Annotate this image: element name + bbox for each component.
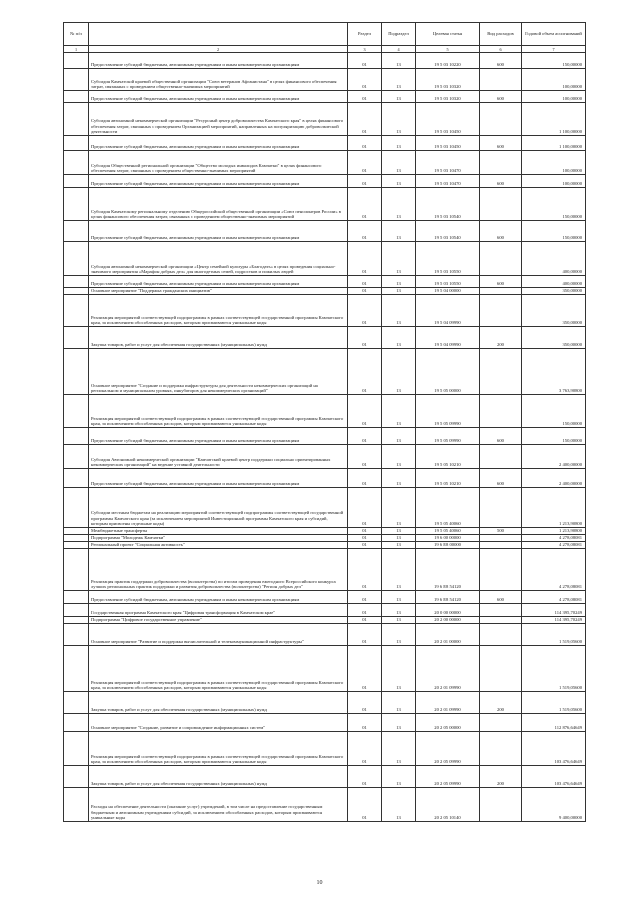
table-row: [64, 295, 586, 327]
index-cell: 4: [382, 46, 416, 53]
row-expense-type-cell: [480, 349, 522, 395]
index-cell: 2: [89, 46, 348, 53]
row-target-article-cell: 20 2 01 09990: [416, 692, 480, 714]
row-section-cell: 01: [348, 732, 382, 766]
row-section-cell: 01: [348, 488, 382, 528]
row-name-cell: Субсидии местным бюджетам на реализацию мероприятий соответствующей подпрограммы соответствующей государственной программы Камчатского края (за исключением мероприятий Инвестиционной программы Камчатского края и субсидий, которым присвоены отдельные коды): [89, 488, 348, 528]
row-section-cell: 01: [348, 349, 382, 395]
row-number-cell: [64, 445, 89, 469]
row-amount-cell: 2 400,00000: [522, 469, 586, 488]
row-name-cell: Закупка товаров, работ и услуг для обеспечения государственных (муниципальных) нужд: [89, 766, 348, 788]
row-subsection-cell: 13: [382, 604, 416, 617]
row-number-cell: [64, 646, 89, 692]
row-name-cell: Субсидия Камчатской краевой общественной организации "Союз ветеранов Афганистана" в целях финансового обеспечения затрат, связанных с проведением общественно-значимых мероприятий: [89, 69, 348, 91]
row-subsection-cell: 13: [382, 591, 416, 604]
row-name-cell: Реализация мероприятий соответствующей подпрограммы в рамках соответствующей государственной программы Камчатского края, за исключением обособленных расходов, которым присваиваются уникальные коды: [89, 646, 348, 692]
row-number-cell: [64, 535, 89, 542]
index-cell: 3: [348, 46, 382, 53]
row-number-cell: [64, 188, 89, 221]
row-target-article-cell: 20 2 05 00000: [416, 714, 480, 732]
row-amount-cell: 150,00000: [522, 395, 586, 428]
row-subsection-cell: 13: [382, 732, 416, 766]
row-name-cell: Региональный проект "Социальная активность": [89, 542, 348, 549]
row-name-cell: Закупка товаров, работ и услуг для обеспечения государственных (муниципальных) нужд: [89, 327, 348, 349]
table-row: [64, 788, 586, 822]
table-row: [64, 91, 586, 103]
row-section-cell: 01: [348, 288, 382, 295]
table-row: [64, 528, 586, 535]
row-number-cell: [64, 428, 89, 445]
row-amount-cell: 350,00000: [522, 288, 586, 295]
header-name: [89, 23, 348, 46]
row-number-cell: [64, 349, 89, 395]
table-header-row: [64, 23, 586, 46]
row-name-cell: Предоставление субсидий бюджетным, автономным учреждениям и иным некоммерческим организациям: [89, 175, 348, 188]
row-subsection-cell: 13: [382, 69, 416, 91]
row-amount-cell: 350,00000: [522, 295, 586, 327]
table-row: [64, 69, 586, 91]
row-expense-type-cell: 200: [480, 327, 522, 349]
row-expense-type-cell: [480, 151, 522, 175]
row-section-cell: 01: [348, 617, 382, 624]
row-section-cell: 01: [348, 591, 382, 604]
row-name-cell: Предоставление субсидий бюджетным, автономным учреждениям и иным некоммерческим организациям: [89, 276, 348, 288]
row-name-cell: Подпрограмма "Молодежь Камчатки": [89, 535, 348, 542]
table-row: [64, 395, 586, 428]
row-amount-cell: 150,00000: [522, 428, 586, 445]
table-row: [64, 535, 586, 542]
table-row: [64, 175, 586, 188]
row-target-article-cell: 20 2 05 09990: [416, 766, 480, 788]
row-subsection-cell: 13: [382, 151, 416, 175]
index-cell: 6: [480, 46, 522, 53]
row-section-cell: 01: [348, 175, 382, 188]
row-section-cell: 01: [348, 53, 382, 69]
row-expense-type-cell: [480, 732, 522, 766]
row-section-cell: 01: [348, 151, 382, 175]
row-expense-type-cell: 200: [480, 766, 522, 788]
row-name-cell: Межбюджетные трансферты: [89, 528, 348, 535]
table-row: [64, 288, 586, 295]
row-subsection-cell: 13: [382, 624, 416, 646]
row-subsection-cell: 13: [382, 188, 416, 221]
row-section-cell: 01: [348, 103, 382, 136]
table-row: [64, 221, 586, 242]
row-number-cell: [64, 766, 89, 788]
row-section-cell: 01: [348, 788, 382, 822]
row-section-cell: 01: [348, 69, 382, 91]
row-amount-cell: 4 278,08081: [522, 591, 586, 604]
table-row: [64, 428, 586, 445]
row-name-cell: Основное мероприятие "Создание и поддержка инфраструктуры для деятельности некоммерческих организаций на региональном и муниципальном уровнях, инкубаторов для некоммерческих организаций": [89, 349, 348, 395]
row-expense-type-cell: 500: [480, 528, 522, 535]
row-target-article-cell: 19 5 05 00000: [416, 349, 480, 395]
row-name-cell: Предоставление субсидий бюджетным, автономным учреждениям и иным некоммерческим организациям: [89, 221, 348, 242]
row-section-cell: 01: [348, 692, 382, 714]
row-expense-type-cell: 600: [480, 53, 522, 69]
row-target-article-cell: 19 5 05 40060: [416, 488, 480, 528]
row-name-cell: Предоставление субсидий бюджетным, автономным учреждениям и иным некоммерческим организациям: [89, 428, 348, 445]
row-name-cell: Предоставление субсидий бюджетным, автономным учреждениям и иным некоммерческим организациям: [89, 53, 348, 69]
row-number-cell: [64, 692, 89, 714]
row-amount-cell: 1 519,05600: [522, 646, 586, 692]
table-row: [64, 732, 586, 766]
row-name-cell: Основное мероприятие "Развитие и поддержка вычислительной и телекоммуникационной инфраструктуры": [89, 624, 348, 646]
row-target-article-cell: 19 5 03 10470: [416, 175, 480, 188]
table-row: [64, 53, 586, 69]
row-amount-cell: 103 476,64649: [522, 732, 586, 766]
row-number-cell: [64, 295, 89, 327]
row-number-cell: [64, 276, 89, 288]
row-section-cell: 01: [348, 528, 382, 535]
row-expense-type-cell: [480, 103, 522, 136]
row-subsection-cell: 13: [382, 488, 416, 528]
row-target-article-cell: 20 0 00 00000: [416, 604, 480, 617]
row-target-article-cell: 19 5 03 10540: [416, 188, 480, 221]
row-subsection-cell: 13: [382, 295, 416, 327]
row-number-cell: [64, 617, 89, 624]
table-row: [64, 542, 586, 549]
table-row: [64, 549, 586, 591]
row-amount-cell: 150,00000: [522, 188, 586, 221]
row-section-cell: 01: [348, 428, 382, 445]
row-amount-cell: 350,00000: [522, 327, 586, 349]
row-subsection-cell: 13: [382, 542, 416, 549]
row-subsection-cell: 13: [382, 103, 416, 136]
row-number-cell: [64, 53, 89, 69]
row-target-article-cell: 19 5 04 09990: [416, 295, 480, 327]
table-row: [64, 646, 586, 692]
page-number: 10: [316, 880, 323, 886]
row-number-cell: [64, 327, 89, 349]
row-subsection-cell: 13: [382, 428, 416, 445]
row-expense-type-cell: [480, 624, 522, 646]
row-number-cell: [64, 604, 89, 617]
table-row: [64, 242, 586, 276]
row-subsection-cell: 13: [382, 535, 416, 542]
row-section-cell: 01: [348, 445, 382, 469]
row-amount-cell: 9 400,00000: [522, 788, 586, 822]
row-subsection-cell: 13: [382, 549, 416, 591]
row-section-cell: 01: [348, 542, 382, 549]
table-row: [64, 617, 586, 624]
row-target-article-cell: 19 5 05 09990: [416, 395, 480, 428]
row-target-article-cell: 20 2 01 09990: [416, 646, 480, 692]
row-name-cell: Предоставление субсидий бюджетным, автономным учреждениям и иным некоммерческим организациям: [89, 469, 348, 488]
row-expense-type-cell: [480, 646, 522, 692]
table-row: [64, 692, 586, 714]
row-section-cell: 01: [348, 624, 382, 646]
row-number-cell: [64, 469, 89, 488]
table-row: [64, 488, 586, 528]
row-subsection-cell: 13: [382, 136, 416, 151]
row-amount-cell: 1 100,00000: [522, 103, 586, 136]
row-subsection-cell: 13: [382, 788, 416, 822]
row-number-cell: [64, 221, 89, 242]
row-amount-cell: 112 876,64649: [522, 714, 586, 732]
row-subsection-cell: 13: [382, 395, 416, 428]
row-expense-type-cell: 600: [480, 221, 522, 242]
row-section-cell: 01: [348, 535, 382, 542]
row-expense-type-cell: [480, 535, 522, 542]
row-name-cell: Основное мероприятие "Создание, развитие и сопровождение информационных систем": [89, 714, 348, 732]
row-expense-type-cell: [480, 288, 522, 295]
row-section-cell: 01: [348, 276, 382, 288]
row-name-cell: Субсидия Автономной некоммерческой организации "Камчатский краевой центр поддержки социально ориентированных некоммерческих организаций" на ведение уставной деятельности: [89, 445, 348, 469]
row-number-cell: [64, 288, 89, 295]
table-row: [64, 276, 586, 288]
row-expense-type-cell: [480, 188, 522, 221]
row-target-article-cell: 19 5 03 10540: [416, 221, 480, 242]
row-expense-type-cell: 600: [480, 428, 522, 445]
row-target-article-cell: 19 6 E8 00000: [416, 542, 480, 549]
row-amount-cell: 100,00000: [522, 175, 586, 188]
row-section-cell: 01: [348, 646, 382, 692]
row-amount-cell: 3 763,90800: [522, 349, 586, 395]
row-subsection-cell: 13: [382, 53, 416, 69]
header-section: Раздел: [348, 23, 382, 46]
row-expense-type-cell: [480, 714, 522, 732]
row-number-cell: [64, 175, 89, 188]
row-amount-cell: 2 400,00000: [522, 445, 586, 469]
row-number-cell: [64, 488, 89, 528]
row-section-cell: 01: [348, 188, 382, 221]
row-expense-type-cell: [480, 542, 522, 549]
row-name-cell: Предоставление субсидий бюджетным, автономным учреждениям и иным некоммерческим организациям: [89, 591, 348, 604]
row-subsection-cell: 13: [382, 327, 416, 349]
row-name-cell: Предоставление субсидий бюджетным, автономным учреждениям и иным некоммерческим организациям: [89, 136, 348, 151]
row-subsection-cell: 13: [382, 528, 416, 535]
table-body: [64, 53, 586, 822]
table-row: [64, 349, 586, 395]
row-target-article-cell: 19 5 05 10210: [416, 445, 480, 469]
row-section-cell: 01: [348, 136, 382, 151]
row-expense-type-cell: [480, 788, 522, 822]
row-amount-cell: 100,00000: [522, 69, 586, 91]
row-number-cell: [64, 528, 89, 535]
row-target-article-cell: 19 5 04 00000: [416, 288, 480, 295]
row-number-cell: [64, 395, 89, 428]
row-target-article-cell: 19 5 05 09990: [416, 428, 480, 445]
row-target-article-cell: 19 5 05 10210: [416, 469, 480, 488]
row-number-cell: [64, 103, 89, 136]
table-row: [64, 103, 586, 136]
row-subsection-cell: 13: [382, 617, 416, 624]
row-expense-type-cell: [480, 549, 522, 591]
row-amount-cell: 400,00000: [522, 276, 586, 288]
row-subsection-cell: 13: [382, 175, 416, 188]
table-row: [64, 327, 586, 349]
row-section-cell: 01: [348, 766, 382, 788]
row-target-article-cell: 19 6 E8 54120: [416, 549, 480, 591]
row-expense-type-cell: 600: [480, 175, 522, 188]
row-target-article-cell: 19 5 05 40060: [416, 528, 480, 535]
row-target-article-cell: 20 2 05 10140: [416, 788, 480, 822]
row-subsection-cell: 13: [382, 646, 416, 692]
table-row: [64, 591, 586, 604]
row-number-cell: [64, 788, 89, 822]
row-amount-cell: 114 395,70249: [522, 604, 586, 617]
row-expense-type-cell: 200: [480, 692, 522, 714]
row-expense-type-cell: 600: [480, 276, 522, 288]
row-amount-cell: 4 278,08081: [522, 542, 586, 549]
row-target-article-cell: 19 5 03 10470: [416, 151, 480, 175]
row-name-cell: Подпрограмма "Цифровое государственное управление": [89, 617, 348, 624]
header-subsection: Подраздел: [382, 23, 416, 46]
row-name-cell: Реализация практик поддержки добровольчества (волонтерства) по итогам проведения ежегодного Всероссийского конкурса лучших региональных практик поддержки и развития добровольчества (волонтерства) "Регион добрых дел": [89, 549, 348, 591]
row-number-cell: [64, 714, 89, 732]
row-name-cell: Субсидия автономной некоммерческой организации "Ресурсный центр добровольчества Камчатского края" в целях финансового обеспечения затрат, связанных с проведением Организацией мероприятий, направленных на популяризацию добровольческой деятельности: [89, 103, 348, 136]
row-number-cell: [64, 732, 89, 766]
table-row: [64, 714, 586, 732]
budget-table-sheet: [63, 22, 585, 822]
row-amount-cell: 1 519,05600: [522, 624, 586, 646]
row-section-cell: 01: [348, 395, 382, 428]
row-amount-cell: 4 278,08081: [522, 535, 586, 542]
row-number-cell: [64, 91, 89, 103]
row-number-cell: [64, 591, 89, 604]
table-row: [64, 188, 586, 221]
row-subsection-cell: 13: [382, 714, 416, 732]
row-expense-type-cell: [480, 445, 522, 469]
row-amount-cell: 150,00000: [522, 53, 586, 69]
row-expense-type-cell: [480, 488, 522, 528]
row-amount-cell: 1 519,05600: [522, 692, 586, 714]
table-row: [64, 151, 586, 175]
row-name-cell: Основное мероприятие "Поддержка гражданских инициатив": [89, 288, 348, 295]
row-subsection-cell: 13: [382, 766, 416, 788]
row-name-cell: Предоставление субсидий бюджетным, автономным учреждениям и иным некоммерческим организациям: [89, 91, 348, 103]
row-subsection-cell: 13: [382, 288, 416, 295]
table-row: [64, 445, 586, 469]
row-expense-type-cell: [480, 69, 522, 91]
row-section-cell: 01: [348, 327, 382, 349]
row-number-cell: [64, 542, 89, 549]
row-amount-cell: 4 278,08081: [522, 549, 586, 591]
row-section-cell: 01: [348, 469, 382, 488]
row-target-article-cell: 19 5 03 10220: [416, 53, 480, 69]
row-expense-type-cell: [480, 242, 522, 276]
row-section-cell: 01: [348, 221, 382, 242]
index-cell: 5: [416, 46, 480, 53]
row-expense-type-cell: 600: [480, 469, 522, 488]
row-amount-cell: 150,00000: [522, 221, 586, 242]
row-name-cell: Реализация мероприятий соответствующей подпрограммы в рамках соответствующей государственной программы Камчатского края, за исключением обособленных расходов, которым присваиваются уникальные коды: [89, 295, 348, 327]
header-expense-type: Вид расходов: [480, 23, 522, 46]
row-amount-cell: 1 100,00000: [522, 136, 586, 151]
header-target-article: Целевая статья: [416, 23, 480, 46]
row-name-cell: Государственная программа Камчатского края "Цифровая трансформация в Камчатском крае": [89, 604, 348, 617]
row-target-article-cell: 19 6 00 00000: [416, 535, 480, 542]
row-subsection-cell: 13: [382, 349, 416, 395]
row-target-article-cell: 19 5 04 09990: [416, 327, 480, 349]
row-subsection-cell: 13: [382, 469, 416, 488]
table-index-row: [64, 46, 586, 53]
header-number: № п/п: [64, 23, 89, 46]
row-amount-cell: 100,00000: [522, 91, 586, 103]
row-target-article-cell: 19 5 03 10450: [416, 136, 480, 151]
row-subsection-cell: 13: [382, 221, 416, 242]
row-subsection-cell: 13: [382, 445, 416, 469]
row-amount-cell: 1 213,90800: [522, 528, 586, 535]
row-target-article-cell: 19 5 03 10550: [416, 276, 480, 288]
row-name-cell: Расходы на обеспечение деятельности (оказание услуг) учреждений, в том числе на предоставление государственным бюджетным и автономным учреждениям субсидий, за исключением обособленных расходов, которым присваиваются уникальные коды: [89, 788, 348, 822]
row-subsection-cell: 13: [382, 692, 416, 714]
row-target-article-cell: 19 5 03 10320: [416, 69, 480, 91]
row-section-cell: 01: [348, 91, 382, 103]
row-target-article-cell: 20 2 00 00000: [416, 617, 480, 624]
row-name-cell: Реализация мероприятий соответствующей подпрограммы в рамках соответствующей государственной программы Камчатского края, за исключением обособленных расходов, которым присваиваются уникальные коды: [89, 732, 348, 766]
table-row: [64, 136, 586, 151]
row-amount-cell: 103 476,64649: [522, 766, 586, 788]
row-target-article-cell: 20 2 05 09990: [416, 732, 480, 766]
row-target-article-cell: 19 6 E8 54120: [416, 591, 480, 604]
row-number-cell: [64, 242, 89, 276]
row-expense-type-cell: [480, 604, 522, 617]
row-expense-type-cell: 600: [480, 91, 522, 103]
row-number-cell: [64, 549, 89, 591]
header-annual-amount: Годовой объем ассигнований: [522, 23, 586, 46]
index-cell: 1: [64, 46, 89, 53]
row-number-cell: [64, 69, 89, 91]
row-expense-type-cell: [480, 395, 522, 428]
row-amount-cell: 114 395,70249: [522, 617, 586, 624]
row-target-article-cell: 20 2 01 00000: [416, 624, 480, 646]
table-row: [64, 469, 586, 488]
row-target-article-cell: 19 5 03 10550: [416, 242, 480, 276]
row-name-cell: Закупка товаров, работ и услуг для обеспечения государственных (муниципальных) нужд: [89, 692, 348, 714]
row-amount-cell: 400,00000: [522, 242, 586, 276]
row-subsection-cell: 13: [382, 91, 416, 103]
row-expense-type-cell: 600: [480, 591, 522, 604]
index-cell: 7: [522, 46, 586, 53]
table-row: [64, 604, 586, 617]
row-section-cell: 01: [348, 242, 382, 276]
row-subsection-cell: 13: [382, 242, 416, 276]
row-amount-cell: 100,00000: [522, 151, 586, 175]
row-expense-type-cell: [480, 617, 522, 624]
row-name-cell: Реализация мероприятий соответствующей подпрограммы в рамках соответствующей государственной программы Камчатского края, за исключением обособленных расходов, которым присваиваются уникальные коды: [89, 395, 348, 428]
row-expense-type-cell: 600: [480, 136, 522, 151]
table-row: [64, 766, 586, 788]
row-section-cell: 01: [348, 714, 382, 732]
row-name-cell: Субсидия автономной некоммерческой организации «Центр семейной культуры «Благодать» в целях проведения социально-значимого мероприятия «Марафон добрых дел» для многодетных семей, подростков и пожилых людей: [89, 242, 348, 276]
row-number-cell: [64, 624, 89, 646]
row-expense-type-cell: [480, 295, 522, 327]
row-target-article-cell: 19 5 03 10450: [416, 103, 480, 136]
row-name-cell: Субсидия Камчатскому региональному отделению Общероссийской общественной организации «Союз пенсионеров России» в целях финансового обеспечения затрат, связанных с проведением общественно-значимых мероприятий: [89, 188, 348, 221]
row-subsection-cell: 13: [382, 276, 416, 288]
row-section-cell: 01: [348, 604, 382, 617]
row-section-cell: 01: [348, 549, 382, 591]
row-target-article-cell: 19 5 03 10320: [416, 91, 480, 103]
budget-table: [63, 22, 586, 822]
row-number-cell: [64, 136, 89, 151]
row-name-cell: Субсидия Общественной региональной организации "Общество молодых инвалидов Камчатки" в целях финансового обеспечения затрат, связанных с проведением общественно-значимых мероприятий: [89, 151, 348, 175]
table-row: [64, 624, 586, 646]
row-section-cell: 01: [348, 295, 382, 327]
row-number-cell: [64, 151, 89, 175]
row-amount-cell: 1 213,90800: [522, 488, 586, 528]
